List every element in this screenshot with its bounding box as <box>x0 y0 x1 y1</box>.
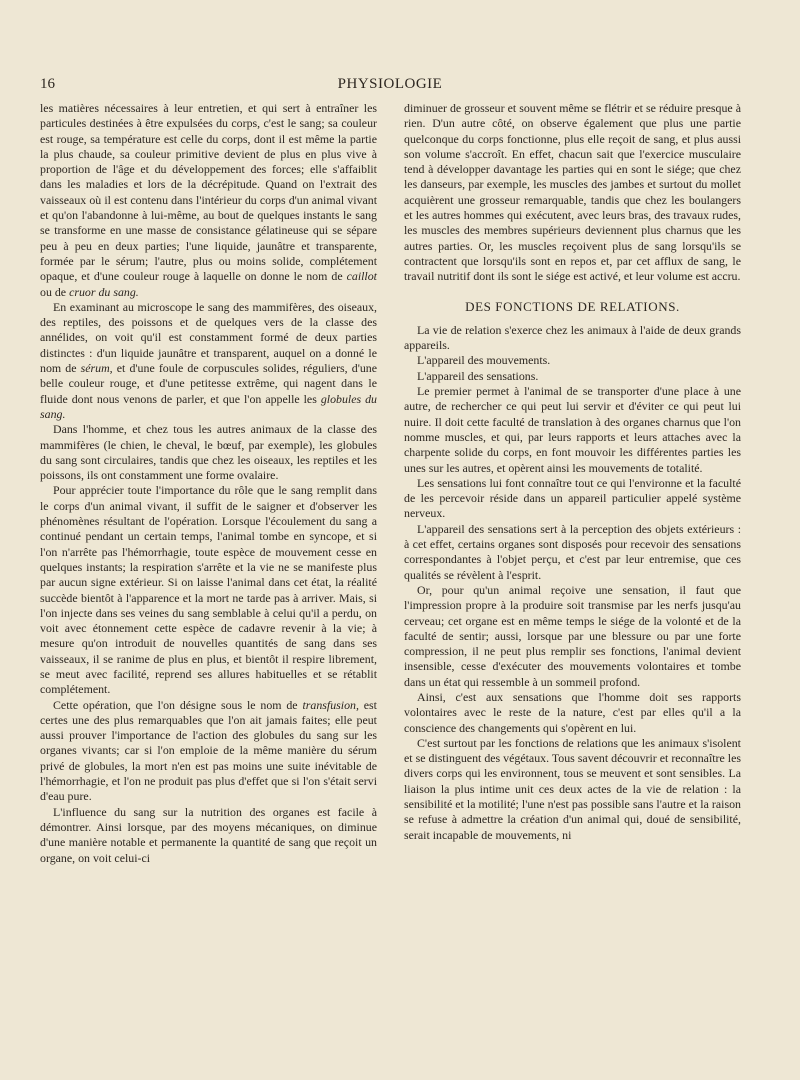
running-head <box>40 76 740 96</box>
paragraph: En examinant au microscope le sang des mammifères, des oiseaux, des reptiles, des poissons et de quelques vers de la classe des annélides, on voit qu'il est constamment formé de deux parties distinctes : d'un liquide jaunâtre et transparent, auquel on a donné le nom de sérum, et d'une foule de corpuscules solides, réguliers, d'une belle couleur rouge, et d'une petitesse extrême, qui nagent dans le fluide dont nous venons de parler, et que l'on appelle les globules du sang. <box>40 299 378 421</box>
paragraph: Le premier permet à l'animal de se transporter d'une place à une autre, de rechercher ce qui peut lui servir et d'éviter ce qui peut lui nuire. Il doit cette faculté de translation à des organes charnus que l'on nomme muscles, et qui, par leurs rapports et leurs attaches avec la charpente solide du corps, en font mouvoir les différentes parties les unes sur les autres, et opèrent ainsi les mouvements de totalité. <box>404 384 741 475</box>
paragraph: L'influence du sang sur la nutrition des organes est facile à démontrer. Ainsi lorsque, par des moyens mécaniques, on diminue d'une manière notable et permanente la quantité de sang que reçoit un organe, on voit celui-ci <box>40 804 377 865</box>
paragraph: Or, pour qu'un animal reçoive une sensation, il faut que l'impression propre à la produire soit transmise par les nerfs jusqu'au cerveau; cet organe est en même temps le siége de la volonté et de la faculté de sentir; aussi, lorsque par une blessure ou par une forte compression, il ne peut plus remplir ses fonctions, l'animal devient insensible, cesse d'exécuter des mouvements volontaires et tombe dans un état qui ressemble à un sommeil profond. <box>404 582 741 689</box>
section-heading: DES FONCTIONS DE RELATIONS. <box>465 298 680 314</box>
right-column <box>404 101 741 843</box>
paragraph: les matières nécessaires à leur entretien, et qui sert à entraîner les particules destinées à être expulsées du corps, c'est le sang; sa couleur est rouge, sa température est celle du corps, dont il est même la partie la plus chaude, sa couleur primitive devient de plus en plus vive à proportion de l'âge et du développement des forces; elle s'affaiblit dans les maladies et lors de la décrépitude. Quand on l'extrait des vaisseaux où il est contenu dans l'intérieur du corps d'un animal vivant et qu'on l'abandonne à lui-même, au bout de quelques instants le sang se transforme en une masse de consistance gélatineuse qui se sépare peu à peu en deux parties; l'une liquide, jaunâtre et transparente, formée par le sérum; l'autre, plus ou moins solide, complétement opaque, et d'une couleur rouge à laquelle on donne le nom de caillot ou de cruor du sang. <box>40 101 377 299</box>
running-title: PHYSIOLOGIE <box>337 76 443 92</box>
paragraph: Cette opération, que l'on désigne sous le nom de transfusion, est certes une des plus remarquables que l'on ait jamais faites; elle peut aussi prouver l'importance de l'action des globules du sang sur les organes vivants; car si l'on emploie de la même manière du sérum privé de globules, la mort n'en est pas moins une suite inévitable de l'hémorrhagie, et l'on ne produit pas plus d'effet que si l'on s'était servi d'eau pure. <box>40 697 377 804</box>
paragraph: L'appareil des sensations. <box>417 368 539 383</box>
paragraph: diminuer de grosseur et souvent même se flétrir et se réduire presque à rien. D'un autre côté, on observe également que plus une partie quelconque du corps fonctionne, plus elle reçoit de sang, et plus aussi son volume s'accroît. En effet, chacun sait que l'exercice musculaire tend à développer davantage les parties qui en sont le siége; que chez les danseurs, par exemple, les muscles des jambes et surtout du mollet acquièrent une grosseur remarquable, tandis que chez les boulangers et les autres hommes qui exécutent, avec leurs bras, des travaux rudes, les muscles des membres supérieurs deviennent plus charnus que les autres parties. Or, les muscles reçoivent plus de sang lorsqu'ils se contractent que lorsqu'ils sont en repos et, par cet afflux de sang, le travail nutritif dont ils sont le siége est activé, et leur volume est accru. <box>404 101 741 284</box>
left-column <box>40 101 377 866</box>
paragraph: C'est surtout par les fonctions de relations que les animaux s'isolent et se distinguent des végétaux. Tous savent découvrir et reconnaître les divers corps qui les environnent, tous se meuvent et sont sensibles. La liaison la plus intime unit ces deux actes de la vie de relation : la sensibilité et la motilité; l'une n'est pas possible sans l'autre et la raison se refuse à admettre la création d'un animal qui, doué de sensibilité, serait incapable de mouvements, ni <box>404 735 741 842</box>
paragraph: Dans l'homme, et chez tous les autres animaux de la classe des mammifères (le chien, le cheval, le bœuf, par exemple), les globules du sang sont circulaires, tandis que chez les oiseaux, les reptiles et les poissons, ils ont constamment une forme ovalaire. <box>40 422 377 483</box>
paragraph: L'appareil des mouvements. <box>417 353 551 368</box>
paragraph: La vie de relation s'exerce chez les animaux à l'aide de deux grands appareils. <box>404 322 741 353</box>
paragraph: Pour apprécier toute l'importance du rôle que le sang remplit dans le corps d'un animal vivant, il suffit de le saigner et d'observer les phénomènes résultant de l'opération. Lorsque l'écoulement du sang a continué pendant un certain temps, l'animal tombe en syncope, et si l'on n'arrête pas l'hémorrhagie, toute espèce de mouvement cesse en quelques instants; la respiration s'arrête et la vie ne se manifeste plus par aucun signe extérieur. Si on laisse l'animal dans cet état, la réalité succède bientôt à l'apparence et la mort ne tarde pas à arriver. Mais, si l'on injecte dans ses veines du sang semblable à celui qu'il a perdu, on voit avec étonnement cette espèce de cadavre revenir à la vie; à mesure qu'on introduit de nouvelles quantités de sang dans ses vaisseaux, il se ranime de plus en plus, et bientôt il respire librement, se meut avec facilité, reprend ses allures habituelles et se rétablit complétement. <box>40 483 377 697</box>
page-number: 16 <box>40 76 55 92</box>
paragraph: L'appareil des sensations sert à la perception des objets extérieurs : à cet effet, certains organes sont disposés pour recevoir des sensations correspondantes à l'objet perçu, et c'est par leur entremise, que ces qualités se révèlent à l'esprit. <box>404 521 741 582</box>
paragraph: Les sensations lui font connaître tout ce qui l'environne et la faculté de les percevoir réside dans un appareil particulier appelé système nerveux. <box>404 475 741 521</box>
paragraph: Ainsi, c'est aux sensations que l'homme doit ses rapports volontaires avec le reste de la nature, c'est par elles qu'il a la conscience des changements qui s'opèrent en lui. <box>404 689 741 735</box>
